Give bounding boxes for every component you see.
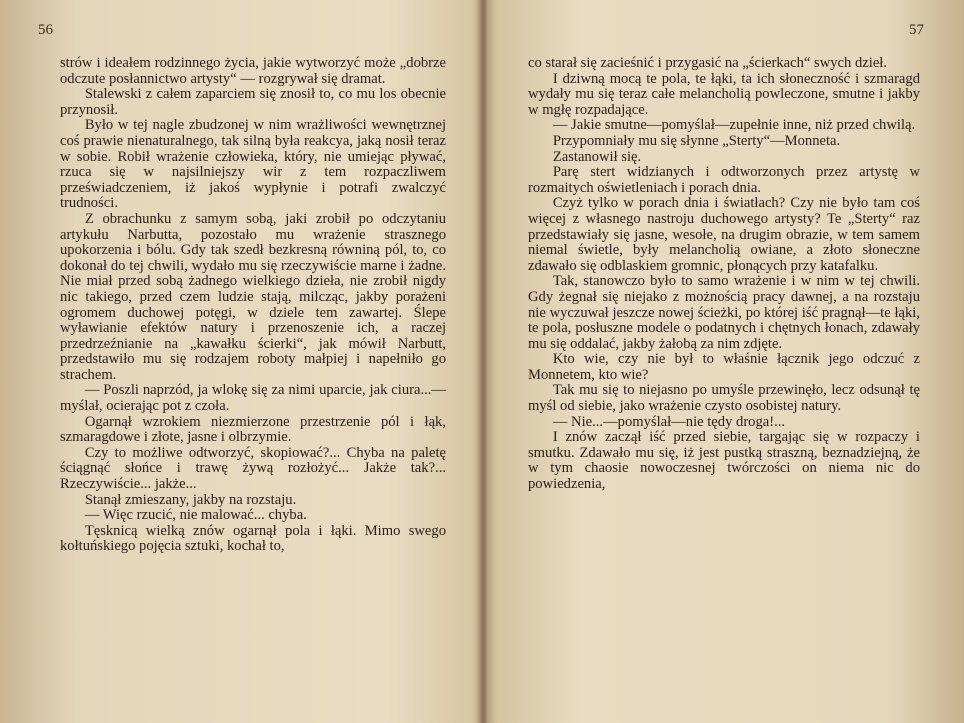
paragraph: Było w tej nagle zbudzonej w nim wrażliwości wewnętrznej coś prawie nienaturalnego, tak silną była reakcya, jaką nosił teraz w sobie. Robił wrażenie człowieka, który, nie umiejąc pływać, rzuca się w najsilniejszy wir z tem rozpaczliwem przeświadczeniem, iż jakoś wypłynie i potrafi zwalczyć trudności. bbox=[60, 117, 446, 212]
paragraph: — Nie...—pomyślał—nie tędy droga!... bbox=[552, 413, 786, 430]
paragraph: Czy to możliwe odtworzyć, skopiować?... Chyba na paletę ściągnąć słońce i trawę żywą rozłożyć... Jakże tak?... Rzeczywiście... jakże... bbox=[60, 444, 446, 493]
page-number-right: 57 bbox=[909, 22, 924, 38]
paragraph: Parę stert widzianych i odtworzonych przez artystę w rozmaitych oświetleniach i porach dnia. bbox=[528, 164, 920, 196]
paragraph: Zastanowił się. bbox=[552, 148, 642, 165]
page-number-left: 56 bbox=[38, 22, 53, 38]
right-page bbox=[482, 0, 964, 723]
paragraph: Czyż tylko w porach dnia i światłach? Czy nie było tam coś więcej z własnego nastroju duchowego artysty? Te „Sterty“ raz przedstawiały się jasne, wesołe, na drugim obrazie, w tem samem niemal świetle, były melancholią owiane, a złoto słoneczne zdawało się odblaskiem gromnic, płonących przy katafalku. bbox=[528, 195, 920, 274]
paragraph: Z obrachunku z samym sobą, jaki zrobił po odczytaniu artykułu Narbutta, pozostało mu wrażenie strasznego upokorzenia i bólu. Gdy tak szedł bezkresną równiną pól, to, co dokonał do tej chwili, wydało mu się rzeczywiście marne i żadne. Nie miał przed sobą żadnego wielkiego dzieła, nie zrobił nigdy nic takiego, przed czem ludzie stają, milcząc, jakby porażeni ogromem duchowej potęgi, w dziele tem zawartej. Ślepe wyławianie efektów natury i przenoszenie ich, a raczej przedrzeźnianie na „kawałku ścierki“, jak mówił Narbutt, przedstawiło mu się rodzajem roboty małpiej i napełniło go strachem. bbox=[60, 210, 446, 383]
paragraph: co starał się zacieśnić i przygasić na „ścierkach“ swych dzieł. bbox=[528, 55, 887, 71]
left-page-text bbox=[60, 56, 446, 555]
paragraph: Stanął zmieszany, jakby na rozstaju. bbox=[84, 491, 297, 508]
paragraph: — Poszli naprzód, ja wlokę się za nimi uparcie, jak ciura...—myślał, ocierając pot z czoła. bbox=[60, 382, 446, 415]
paragraph: Tęsknicą wielką znów ogarnął pola i łąki. Mimo swego kołtuńskiego pojęcia sztuki, kochał to, bbox=[60, 522, 446, 555]
paragraph: Kto wie, czy nie był to właśnie łącznik jego odczuć z Monnetem, kto wie? bbox=[528, 351, 920, 383]
paragraph: Tak, stanowczo było to samo wrażenie i w nim w tej chwili. Gdy żegnał się niejako z możnością pracy dawnej, a na rozstaju nie wyczuwał jeszcze nowej ścieżki, po której iść pragnął—te łąki, te pola, posłuszne modele o podatnych i chętnych łonach, zdawały mu się oddalać, jakby żałobą za nim zdjęte. bbox=[528, 273, 920, 352]
paragraph: I znów zaczął iść przed siebie, targając się w rozpaczy i smutku. Zdawało mu się, iż jest pustką straszną, beznadziejną, że w tym chaosie nowoczesnej twórczości on niema nic do powiedzenia, bbox=[528, 429, 920, 493]
paragraph: Stalewski z całem zaparciem się znosił to, co mu los obecnie przynosił. bbox=[60, 86, 446, 118]
paragraph: strów i ideałem rodzinnego życia, jakie wytworzyć może „dobrze odczute posłannictwo artysty“ — rozgrywał się dramat. bbox=[60, 55, 446, 87]
paragraph: Tak mu się to niejasno po umyśle przewinęło, lecz odsunął tę myśl od siebie, jako wrażenie czysto osobistej natury. bbox=[528, 382, 920, 415]
paragraph: I dziwną mocą te pola, te łąki, ta ich słoneczność i szmaragd wydały mu się teraz całe melancholią powleczone, smutne i jakby w mgłę rozpadające. bbox=[528, 70, 920, 118]
paragraph: — Więc rzucić, nie malować... chyba. bbox=[84, 507, 307, 524]
paragraph: — Jakie smutne—pomyślał—zupełnie inne, niż przed chwilą. bbox=[552, 117, 916, 134]
right-page-text bbox=[528, 56, 920, 493]
paragraph: Ogarnął wzrokiem niezmierzone przestrzenie pól i łąk, szmaragdowe i złote, jasne i olbrzymie. bbox=[60, 413, 446, 446]
paragraph: Przypomniały mu się słynne „Sterty“—Monneta. bbox=[552, 132, 841, 149]
